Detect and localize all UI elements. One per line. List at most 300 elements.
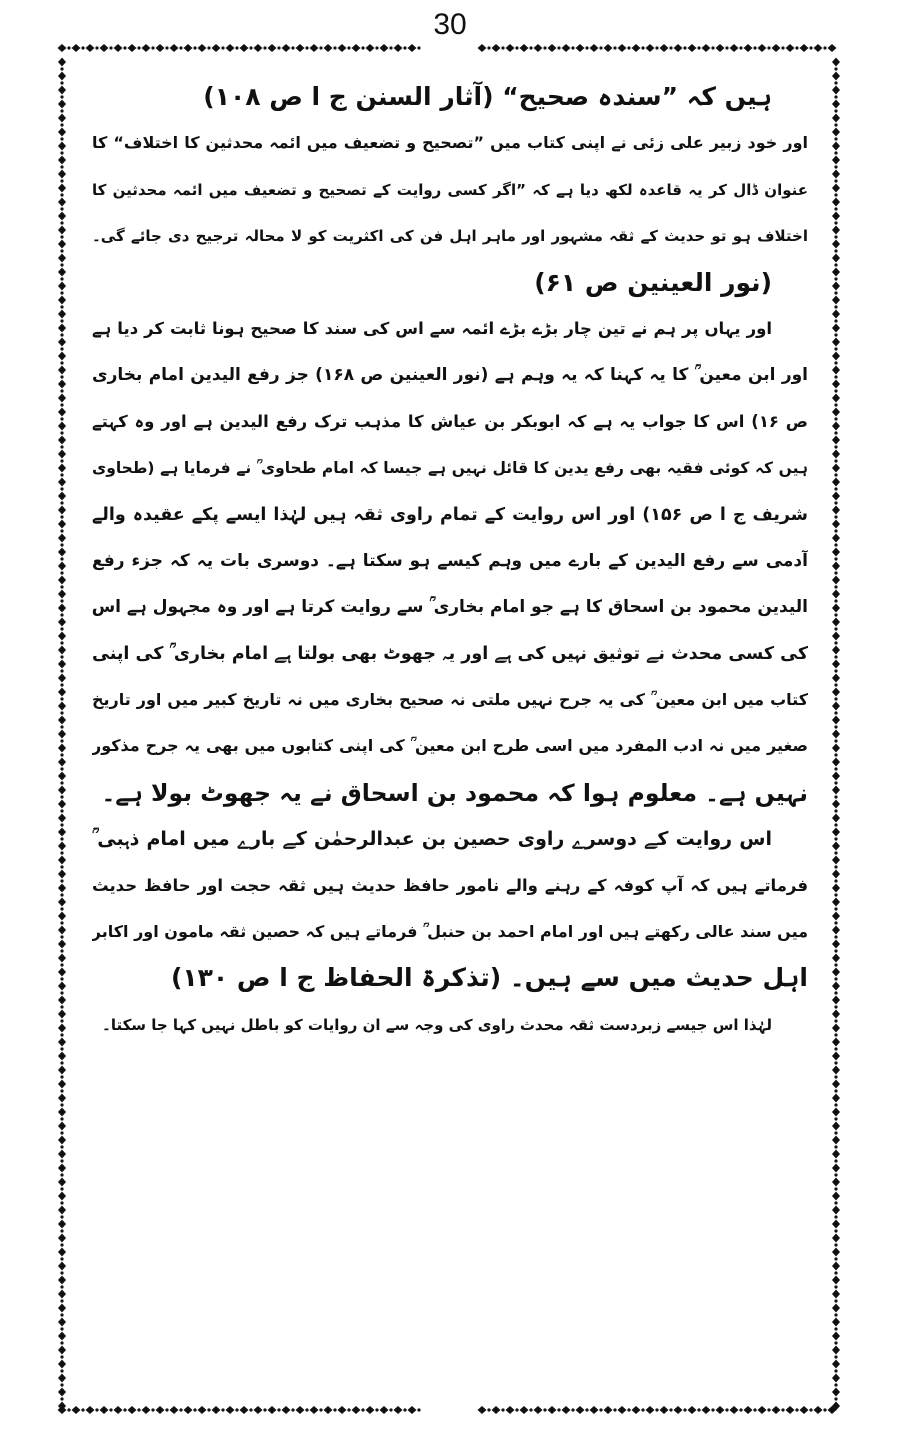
border-dot — [291, 46, 294, 49]
border-dot — [137, 46, 140, 49]
border-diamond — [832, 898, 840, 907]
border-diamond — [832, 436, 840, 445]
border-diamond — [58, 982, 66, 991]
border-diamond — [58, 1080, 66, 1089]
border-diamond — [534, 1406, 543, 1414]
border-dot — [60, 375, 63, 378]
border-dot — [739, 46, 742, 49]
border-dot — [137, 1408, 140, 1411]
border-dot — [60, 949, 63, 952]
border-diamond — [58, 1388, 66, 1397]
border-dot — [193, 46, 196, 49]
border-dot — [60, 1201, 63, 1204]
border-dot — [834, 907, 837, 910]
border-diamond — [58, 632, 66, 641]
border-dot — [834, 501, 837, 504]
border-dot — [834, 1257, 837, 1260]
border-dot — [277, 46, 280, 49]
border-diamond — [832, 1234, 840, 1243]
border-dot — [834, 1131, 837, 1134]
border-dot — [834, 613, 837, 616]
border-diamond — [832, 758, 840, 767]
border-diamond — [832, 870, 840, 879]
border-dot — [403, 46, 406, 49]
border-dot — [60, 697, 63, 700]
border-diamond — [352, 1406, 361, 1414]
border-diamond — [832, 464, 840, 473]
border-dot — [60, 81, 63, 84]
border-diamond — [730, 44, 739, 52]
text-line: شریف ج ا ص ۱۵۶) اور اس روایت کے تمام راوی ثقہ ہیں لہٰذا ایسے پکے عقیدہ والے — [92, 504, 808, 525]
border-diamond — [832, 548, 840, 557]
border-dot — [60, 557, 63, 560]
border-dot — [834, 1355, 837, 1358]
text-line: آدمی سے رفع الیدین کے بارے میں وہم کیسے ہو سکتا ہے۔ دوسری بات یہ کہ جزء رفع — [92, 550, 808, 571]
border-dot — [585, 46, 588, 49]
border-dot — [834, 725, 837, 728]
border-dot — [60, 67, 63, 70]
border-dot — [60, 809, 63, 812]
border-dot — [515, 46, 518, 49]
border-diamond — [832, 604, 840, 613]
border-dot — [834, 277, 837, 280]
border-dot — [179, 1408, 182, 1411]
border-dot — [501, 46, 504, 49]
border-diamond — [832, 1038, 840, 1047]
border-dot — [834, 1383, 837, 1386]
border-diamond — [268, 1406, 277, 1414]
border-diamond — [832, 1290, 840, 1299]
border-diamond — [814, 44, 823, 52]
border-diamond — [58, 156, 66, 165]
border-diamond — [394, 44, 403, 52]
border-dot — [60, 501, 63, 504]
border-dot — [60, 263, 63, 266]
border-diamond — [604, 1406, 613, 1414]
border-dot — [834, 767, 837, 770]
border-dot — [834, 837, 837, 840]
border-diamond — [58, 688, 66, 697]
border-diamond — [58, 478, 66, 487]
border-dot — [333, 1408, 336, 1411]
border-diamond — [58, 786, 66, 795]
border-diamond — [58, 506, 66, 515]
border-diamond — [832, 408, 840, 417]
border-dot — [834, 179, 837, 182]
border-dot — [711, 1408, 714, 1411]
border-diamond — [832, 996, 840, 1005]
border-diamond — [58, 1262, 66, 1271]
border-dot — [60, 459, 63, 462]
border-dot — [60, 431, 63, 434]
border-dot — [834, 333, 837, 336]
border-dot — [165, 46, 168, 49]
text-line: اور خود زبیر علی زئی نے اپنی کتاب میں ”تصحیح و تضعیف میں ائمہ محدثین کا اختلاف“ کا — [92, 133, 808, 153]
border-diamond — [832, 1304, 840, 1313]
border-dot — [60, 823, 63, 826]
border-diamond — [58, 1318, 66, 1327]
text-line: ہیں کہ کوئی فقیہ بھی رفع یدین کا قائل نہیں ہے جیسا کہ امام طحاوی ؒ نے فرمایا ہے (طحاوی — [92, 459, 808, 478]
border-dot — [834, 123, 837, 126]
border-diamond — [58, 744, 66, 753]
border-dot — [67, 46, 70, 49]
border-diamond — [702, 44, 711, 52]
border-dot — [834, 823, 837, 826]
border-diamond — [832, 1220, 840, 1229]
text-line: ص ۱۶) اس کا جواب یہ ہے کہ ابوبکر بن عیاش کا مذہب ترک رفع الیدین ہے اور وہ کہتے — [92, 411, 808, 431]
border-dot — [60, 669, 63, 672]
border-diamond — [58, 1360, 66, 1369]
border-dot — [60, 417, 63, 420]
border-dot — [60, 333, 63, 336]
border-diamond — [832, 1164, 840, 1173]
border-dot — [60, 641, 63, 644]
border-diamond — [832, 100, 840, 109]
border-diamond — [282, 1406, 291, 1414]
border-diamond — [58, 240, 66, 249]
border-diamond — [832, 380, 840, 389]
border-dot — [834, 1299, 837, 1302]
border-dot — [834, 361, 837, 364]
border-dot — [834, 1145, 837, 1148]
border-dot — [834, 557, 837, 560]
border-dot — [834, 305, 837, 308]
border-dot — [60, 1005, 63, 1008]
border-diamond — [58, 436, 66, 445]
border-diamond — [832, 128, 840, 137]
border-diamond — [58, 562, 66, 571]
border-diamond — [832, 226, 840, 235]
border-diamond — [618, 1406, 627, 1414]
border-diamond — [58, 1010, 66, 1019]
border-dot — [403, 1408, 406, 1411]
border-diamond — [814, 1406, 823, 1414]
border-diamond — [758, 44, 767, 52]
border-diamond — [72, 1406, 81, 1414]
border-dot — [834, 487, 837, 490]
border-dot — [834, 627, 837, 630]
border-diamond — [58, 324, 66, 333]
border-diamond — [832, 366, 840, 375]
border-dot — [389, 46, 392, 49]
border-diamond — [832, 72, 840, 81]
border-dot — [795, 46, 798, 49]
border-dot — [739, 1408, 742, 1411]
border-dot — [627, 1408, 630, 1411]
border-diamond — [832, 772, 840, 781]
border-diamond — [100, 44, 109, 52]
border-dot — [60, 781, 63, 784]
border-dot — [834, 893, 837, 896]
border-diamond — [58, 996, 66, 1005]
border-diamond — [156, 44, 165, 52]
border-dot — [60, 613, 63, 616]
border-dot — [165, 1408, 168, 1411]
border-dot — [60, 1173, 63, 1176]
border-dot — [557, 1408, 560, 1411]
border-dot — [823, 46, 826, 49]
border-diamond — [832, 1248, 840, 1257]
border-diamond — [832, 1024, 840, 1033]
border-diamond — [58, 1052, 66, 1061]
border-dot — [834, 165, 837, 168]
border-dot — [60, 991, 63, 994]
border-diamond — [548, 44, 557, 52]
border-dot — [375, 1408, 378, 1411]
border-dot — [235, 1408, 238, 1411]
border-diamond — [674, 44, 683, 52]
border-diamond — [254, 1406, 263, 1414]
border-dot — [571, 1408, 574, 1411]
border-diamond — [832, 1192, 840, 1201]
border-dot — [809, 46, 812, 49]
border-diamond — [58, 86, 66, 95]
text-line: صغیر میں نہ ادب المفرد میں اسی طرح ابن معین ؒ کی اپنی کتابوں میں بھی یہ جرح مذکور — [92, 736, 808, 756]
border-dot — [60, 655, 63, 658]
border-diamond — [58, 128, 66, 137]
border-diamond — [832, 1332, 840, 1341]
border-dot — [123, 46, 126, 49]
border-dot — [599, 1408, 602, 1411]
border-diamond — [58, 1248, 66, 1257]
border-dot — [60, 921, 63, 924]
border-diamond — [86, 1406, 95, 1414]
border-dot — [347, 1408, 350, 1411]
border-diamond — [58, 912, 66, 921]
border-diamond — [832, 1262, 840, 1271]
border-dot — [60, 683, 63, 686]
border-dot — [60, 1257, 63, 1260]
border-dot — [501, 1408, 504, 1411]
border-dot — [123, 1408, 126, 1411]
border-dot — [60, 1131, 63, 1134]
border-dot — [543, 1408, 546, 1411]
border-diamond — [352, 44, 361, 52]
border-diamond — [660, 44, 669, 52]
border-diamond — [58, 72, 66, 81]
border-diamond — [58, 394, 66, 403]
border-diamond — [366, 44, 375, 52]
border-dot — [151, 1408, 154, 1411]
border-diamond — [240, 1406, 249, 1414]
border-diamond — [58, 800, 66, 809]
border-diamond — [58, 1346, 66, 1355]
border-dot — [834, 1327, 837, 1330]
border-dot — [60, 249, 63, 252]
border-diamond — [832, 618, 840, 627]
border-dot — [834, 1215, 837, 1218]
border-dot — [60, 1327, 63, 1330]
border-diamond — [58, 758, 66, 767]
border-diamond — [832, 1276, 840, 1285]
border-diamond — [520, 1406, 529, 1414]
border-dot — [361, 46, 364, 49]
border-dot — [725, 1408, 728, 1411]
border-dot — [305, 1408, 308, 1411]
border-dot — [60, 151, 63, 154]
border-diamond — [478, 1406, 487, 1414]
border-dot — [834, 585, 837, 588]
border-dot — [60, 1159, 63, 1162]
border-dot — [697, 46, 700, 49]
border-dot — [809, 1408, 812, 1411]
border-diamond — [58, 548, 66, 557]
border-diamond — [832, 814, 840, 823]
border-dot — [834, 431, 837, 434]
border-diamond — [506, 44, 515, 52]
border-dot — [834, 81, 837, 84]
border-diamond — [832, 492, 840, 501]
text-line: لہٰذا اس جیسے زبردست ثقہ محدث راوی کی وجہ سے ان روایات کو باطل نہیں کہا جا سکتا۔ — [102, 1015, 772, 1034]
border-diamond — [58, 296, 66, 305]
border-diamond — [832, 1388, 840, 1397]
border-dot — [95, 46, 98, 49]
border-dot — [834, 599, 837, 602]
border-diamond — [58, 604, 66, 613]
border-diamond — [478, 44, 487, 52]
text-line: نہیں ہے۔ معلوم ہوا کہ محمود بن اسحاق نے یہ جھوٹ بولا ہے۔ — [101, 778, 808, 807]
border-diamond — [492, 1406, 501, 1414]
border-diamond — [366, 1406, 375, 1414]
border-diamond — [832, 170, 840, 179]
border-dot — [60, 123, 63, 126]
border-diamond — [828, 44, 837, 52]
border-dot — [60, 305, 63, 308]
border-diamond — [58, 618, 66, 627]
border-dot — [60, 1019, 63, 1022]
border-dot — [834, 375, 837, 378]
border-dot — [834, 1159, 837, 1162]
border-diamond — [520, 44, 529, 52]
border-dot — [60, 165, 63, 168]
border-dot — [683, 1408, 686, 1411]
border-diamond — [58, 1304, 66, 1313]
border-diamond — [58, 1220, 66, 1229]
border-dot — [834, 319, 837, 322]
border-dot — [834, 193, 837, 196]
border-diamond — [58, 1150, 66, 1159]
border-diamond — [58, 1374, 66, 1383]
border-diamond — [832, 562, 840, 571]
border-diamond — [212, 1406, 221, 1414]
border-diamond — [58, 58, 66, 67]
border-dot — [305, 46, 308, 49]
border-diamond — [58, 100, 66, 109]
border-diamond — [832, 1122, 840, 1131]
text-line: اختلاف ہو تو حدیث کے ثقہ مشہور اور ماہر اہل فن کی اکثریت کو لا محالہ ترجیح دی جائے گی۔ — [92, 227, 808, 246]
border-dot — [60, 767, 63, 770]
border-diamond — [786, 44, 795, 52]
border-dot — [487, 46, 490, 49]
border-diamond — [324, 44, 333, 52]
border-dot — [235, 46, 238, 49]
border-dot — [529, 1408, 532, 1411]
border-diamond — [832, 478, 840, 487]
border-dot — [834, 95, 837, 98]
border-dot — [60, 1047, 63, 1050]
border-diamond — [58, 1234, 66, 1243]
border-dot — [60, 1075, 63, 1078]
border-diamond — [832, 702, 840, 711]
border-dot — [834, 1201, 837, 1204]
border-dot — [60, 487, 63, 490]
border-dot — [834, 207, 837, 210]
border-dot — [95, 1408, 98, 1411]
border-diamond — [338, 1406, 347, 1414]
border-dot — [60, 893, 63, 896]
border-diamond — [832, 142, 840, 151]
border-diamond — [58, 590, 66, 599]
border-diamond — [58, 1122, 66, 1131]
border-dot — [834, 543, 837, 546]
border-diamond — [128, 44, 137, 52]
border-diamond — [832, 254, 840, 263]
border-dot — [249, 1408, 252, 1411]
border-diamond — [58, 926, 66, 935]
border-diamond — [832, 422, 840, 431]
border-dot — [60, 445, 63, 448]
border-dot — [60, 879, 63, 882]
border-dot — [834, 473, 837, 476]
border-diamond — [58, 226, 66, 235]
border-dot — [834, 711, 837, 714]
border-dot — [834, 389, 837, 392]
border-diamond — [58, 142, 66, 151]
border-dot — [834, 991, 837, 994]
border-dot — [834, 1047, 837, 1050]
border-diamond — [58, 254, 66, 263]
border-diamond — [58, 660, 66, 669]
border-dot — [834, 1187, 837, 1190]
border-diamond — [58, 352, 66, 361]
border-diamond — [58, 268, 66, 277]
border-dot — [834, 1271, 837, 1274]
border-diamond — [58, 212, 66, 221]
border-dot — [627, 46, 630, 49]
border-diamond — [576, 1406, 585, 1414]
border-dot — [834, 459, 837, 462]
border-diamond — [832, 352, 840, 361]
border-diamond — [58, 408, 66, 417]
border-dot — [599, 46, 602, 49]
border-dot — [60, 907, 63, 910]
border-diamond — [832, 520, 840, 529]
border-diamond — [408, 44, 417, 52]
border-dot — [767, 1408, 770, 1411]
border-dot — [834, 921, 837, 924]
border-diamond — [282, 44, 291, 52]
border-dot — [60, 1369, 63, 1372]
border-diamond — [832, 576, 840, 585]
border-dot — [834, 1033, 837, 1036]
border-dot — [60, 137, 63, 140]
border-diamond — [832, 646, 840, 655]
border-dot — [207, 46, 210, 49]
border-diamond — [800, 44, 809, 52]
border-dot — [543, 46, 546, 49]
text-line: اور یہاں پر ہم نے تین چار بڑے بڑے ائمہ سے اس کی سند کا صحیح ہونا ثابت کر دیا ہے — [92, 318, 772, 338]
border-diamond — [590, 44, 599, 52]
border-diamond — [832, 240, 840, 249]
border-dot — [60, 977, 63, 980]
border-dot — [834, 347, 837, 350]
border-diamond — [226, 1406, 235, 1414]
border-dot — [834, 571, 837, 574]
border-dot — [60, 725, 63, 728]
border-diamond — [832, 884, 840, 893]
border-diamond — [758, 1406, 767, 1414]
border-diamond — [58, 338, 66, 347]
